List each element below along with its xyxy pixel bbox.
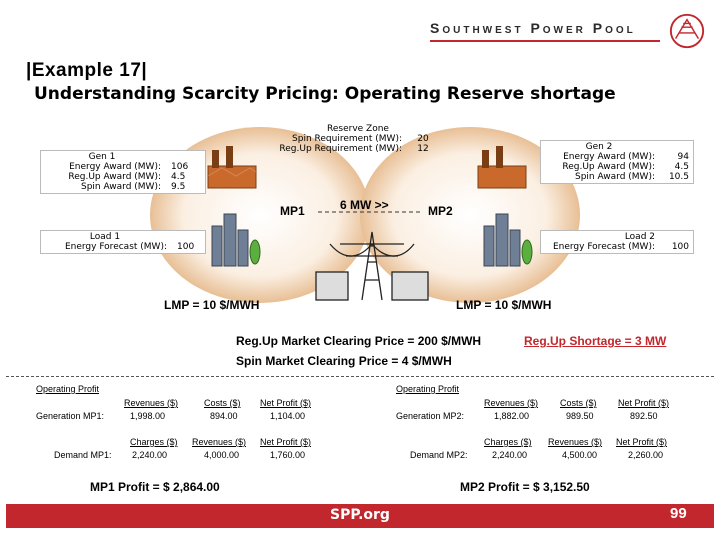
mp2-gen-net: 892.50 (630, 411, 658, 421)
mp1-drev-header: Revenues ($) (192, 437, 247, 447)
mp1-dem-label: Demand MP1: (54, 450, 112, 460)
mp1-label: MP1 (280, 204, 305, 218)
gen1-energy-label: Energy Award (MW): (69, 162, 161, 172)
load2-forecast-label: Energy Forecast (MW): (552, 242, 655, 252)
mp2-gen-rev: 1,882.00 (494, 411, 530, 421)
mp1-gen-net: 1,104.00 (270, 411, 306, 421)
gen1-spin-value: 9.5 (171, 182, 186, 192)
mp2-label: MP2 (428, 204, 453, 218)
gen2-title: Gen 2 (585, 142, 613, 152)
mp1-dem-net: 1,760.00 (270, 450, 306, 460)
load1-box (40, 230, 206, 254)
mp2-gen-cost: 989.50 (566, 411, 594, 421)
reserve-zone-title: Reserve Zone (327, 124, 389, 134)
load2-forecast-value: 100 (671, 242, 689, 252)
mp1-gen-label: Generation MP1: (36, 411, 105, 421)
regup-mcp-text: Reg.Up Market Clearing Price = 200 $/MWH (236, 334, 482, 348)
gen2-energy-value: 94 (677, 152, 689, 162)
mp1-profit-total: MP1 Profit = $ 2,864.00 (90, 480, 220, 494)
gen2-energy-label: Energy Award (MW): (563, 152, 655, 162)
gen1-energy-value: 106 (171, 162, 189, 172)
gen1-regup-value: 4.5 (171, 172, 186, 182)
load1-forecast-label: Energy Forecast (MW): (64, 242, 167, 252)
mp1-rev-header: Revenues ($) (124, 398, 179, 408)
brand-name: Southwest Power Pool (430, 20, 636, 36)
gen1-title: Gen 1 (88, 152, 116, 162)
mp2-net-header: Net Profit ($) (618, 398, 670, 408)
load1-title: Load 1 (89, 232, 121, 242)
reserve-zone-box (272, 124, 444, 154)
mp1-dem-rev: 4,000.00 (204, 450, 240, 460)
gen2-box (540, 140, 694, 184)
mp1-net-header: Net Profit ($) (260, 398, 312, 408)
page-number: 99 (670, 505, 687, 522)
mp2-chg-header: Charges ($) (484, 437, 532, 447)
mp2-op-profit-heading: Operating Profit (396, 384, 460, 394)
mp1-dnet-header: Net Profit ($) (260, 437, 312, 447)
regup-req-value: 12 (417, 144, 429, 154)
mp1-chg-header: Charges ($) (130, 437, 178, 447)
mp2-rev-header: Revenues ($) (484, 398, 539, 408)
slide-subtitle: Understanding Scarcity Pricing: Operating Reserve shortage (34, 84, 616, 104)
mp2-dem-label: Demand MP2: (410, 450, 468, 460)
load1-forecast-value: 100 (177, 242, 195, 252)
lmp1-text: LMP = 10 $/MWH (164, 298, 260, 312)
gen1-regup-label: Reg.Up Award (MW): (68, 172, 161, 182)
lmp2-text: LMP = 10 $/MWH (456, 298, 552, 312)
mp1-gen-rev: 1,998.00 (130, 411, 166, 421)
mp2-cost-header: Costs ($) (560, 398, 597, 408)
flow-label: 6 MW >> (340, 198, 389, 212)
spin-req-value: 20 (417, 134, 429, 144)
gen1-box (40, 150, 206, 194)
gen2-spin-value: 10.5 (668, 172, 689, 182)
load2-box (540, 230, 694, 254)
mp2-dnet-header: Net Profit ($) (616, 437, 668, 447)
gen2-regup-label: Reg.Up Award (MW): (562, 162, 655, 172)
regup-shortage-text: Reg.Up Shortage = 3 MW (524, 334, 667, 348)
load2-title: Load 2 (624, 232, 655, 242)
spin-mcp-text: Spin Market Clearing Price = 4 $/MWH (236, 354, 452, 368)
mp1-gen-cost: 894.00 (210, 411, 238, 421)
mp2-dem-rev: 4,500.00 (562, 450, 598, 460)
gen2-regup-value: 4.5 (674, 162, 689, 172)
slide-title: |Example 17| (26, 60, 148, 81)
gen1-spin-label: Spin Award (MW): (81, 182, 161, 192)
mp2-gen-label: Generation MP2: (396, 411, 465, 421)
mp1-cost-header: Costs ($) (204, 398, 241, 408)
footer-site[interactable]: SPP.org (330, 507, 390, 523)
gen2-spin-label: Spin Award (MW): (575, 172, 655, 182)
mp2-dem-net: 2,260.00 (628, 450, 664, 460)
mp2-drev-header: Revenues ($) (548, 437, 603, 447)
regup-req-label: Reg.Up Requirement (MW): (279, 144, 402, 154)
mp2-dem-chg: 2,240.00 (492, 450, 528, 460)
mp2-profit-total: MP2 Profit = $ 3,152.50 (460, 480, 590, 494)
mp1-op-profit-heading: Operating Profit (36, 384, 100, 394)
mp1-dem-chg: 2,240.00 (132, 450, 168, 460)
spin-req-label: Spin Requirement (MW): (292, 134, 402, 144)
section-divider (6, 376, 714, 377)
